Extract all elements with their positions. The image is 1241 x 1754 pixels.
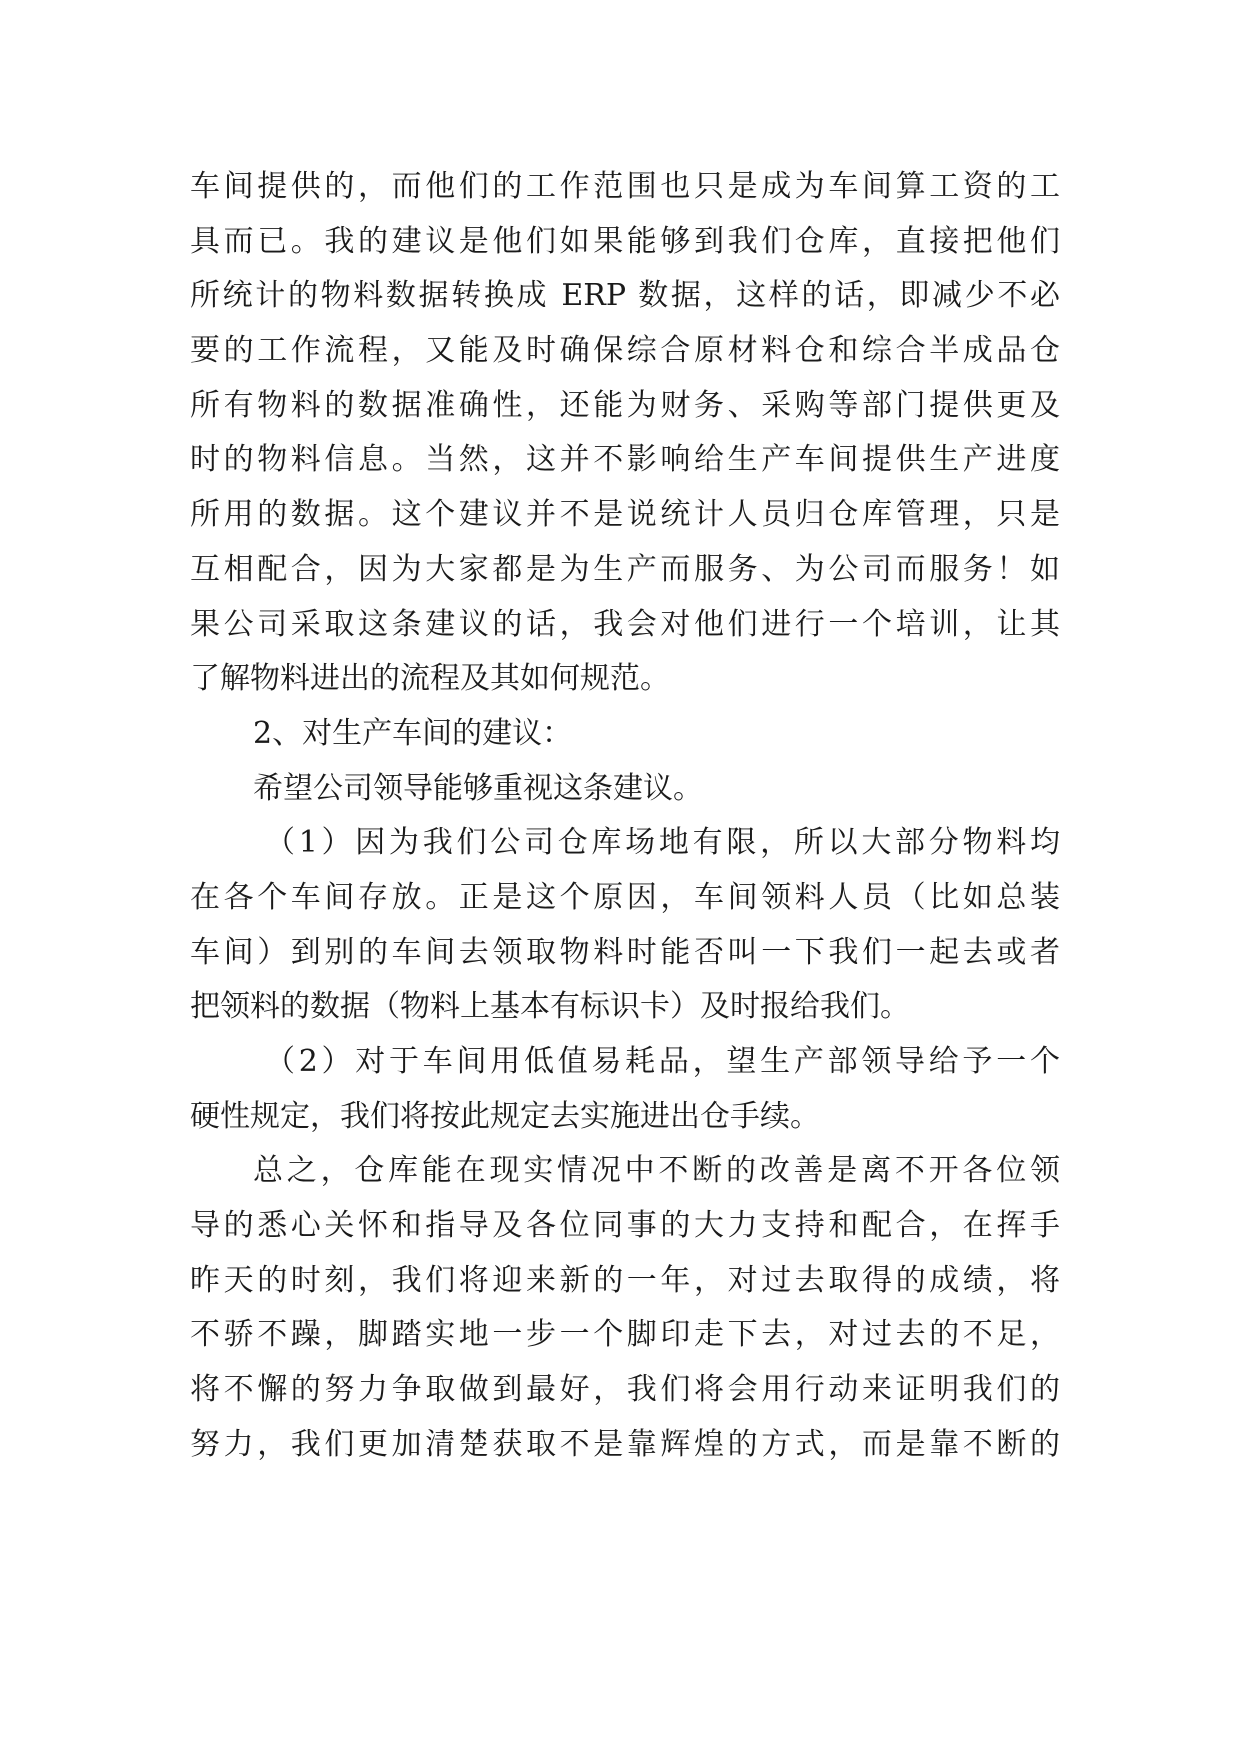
text-line: 将不懈的努力争取做到最好，我们将会用行动来证明我们的 — [190, 1372, 1060, 1408]
text-line: 具而已。我的建议是他们如果能够到我们仓库，直接把他们 — [190, 223, 1060, 259]
text-line: 所用的数据。这个建议并不是说统计人员归仓库管理，只是 — [190, 497, 1060, 533]
text-line: 努力，我们更加清楚获取不是靠辉煌的方式，而是靠不断的 — [190, 1426, 1060, 1462]
text-line: 要的工作流程，又能及时确保综合原材料仓和综合半成品仓 — [190, 333, 1060, 369]
text-line: 果公司采取这条建议的话，我会对他们进行一个培训，让其 — [190, 606, 1060, 642]
text-line: 硬性规定，我们将按此规定去实施进出仓手续。 — [190, 1098, 820, 1134]
list-item-1: （1）因为我们公司仓库场地有限，所以大部分物料均 — [265, 825, 1060, 861]
text-line: 昨天的时刻，我们将迎来新的一年，对过去取得的成绩，将 — [190, 1262, 1060, 1298]
text-line: 车间）到别的车间去领取物料时能否叫一下我们一起去或者 — [190, 934, 1060, 970]
text-line: 导的悉心关怀和指导及各位同事的大力支持和配合，在挥手 — [190, 1208, 1060, 1244]
document-body — [190, 160, 1060, 1473]
text-line: 把领料的数据（物料上基本有标识卡）及时报给我们。 — [190, 989, 910, 1025]
text-line: 不骄不躁，脚踏实地一步一个脚印走下去，对过去的不足， — [190, 1317, 1060, 1353]
text-line: 所有物料的数据准确性，还能为财务、采购等部门提供更及 — [190, 387, 1060, 423]
text-line: 时的物料信息。当然，这并不影响给生产车间提供生产进度 — [190, 442, 1060, 478]
list-item-2: （2）对于车间用低值易耗品，望生产部领导给予一个 — [265, 1044, 1060, 1079]
text-line: 总之，仓库能在现实情况中不断的改善是离不开各位领 — [253, 1153, 1060, 1189]
text-line: 希望公司领导能够重视这条建议。 — [253, 770, 703, 806]
text-line: 车间提供的，而他们的工作范围也只是成为车间算工资的工 — [190, 169, 1060, 204]
section-heading: 2、对生产车间的建议： — [253, 715, 573, 751]
text-line: 在各个车间存放。正是这个原因，车间领料人员（比如总装 — [190, 879, 1060, 915]
text-line: 所统计的物料数据转换成 ERP 数据，这样的话，即减少不必 — [190, 278, 1060, 314]
text-line: 了解物料进出的流程及其如何规范。 — [190, 661, 670, 697]
text-line: 互相配合，因为大家都是为生产而服务、为公司而服务！如 — [190, 551, 1060, 587]
